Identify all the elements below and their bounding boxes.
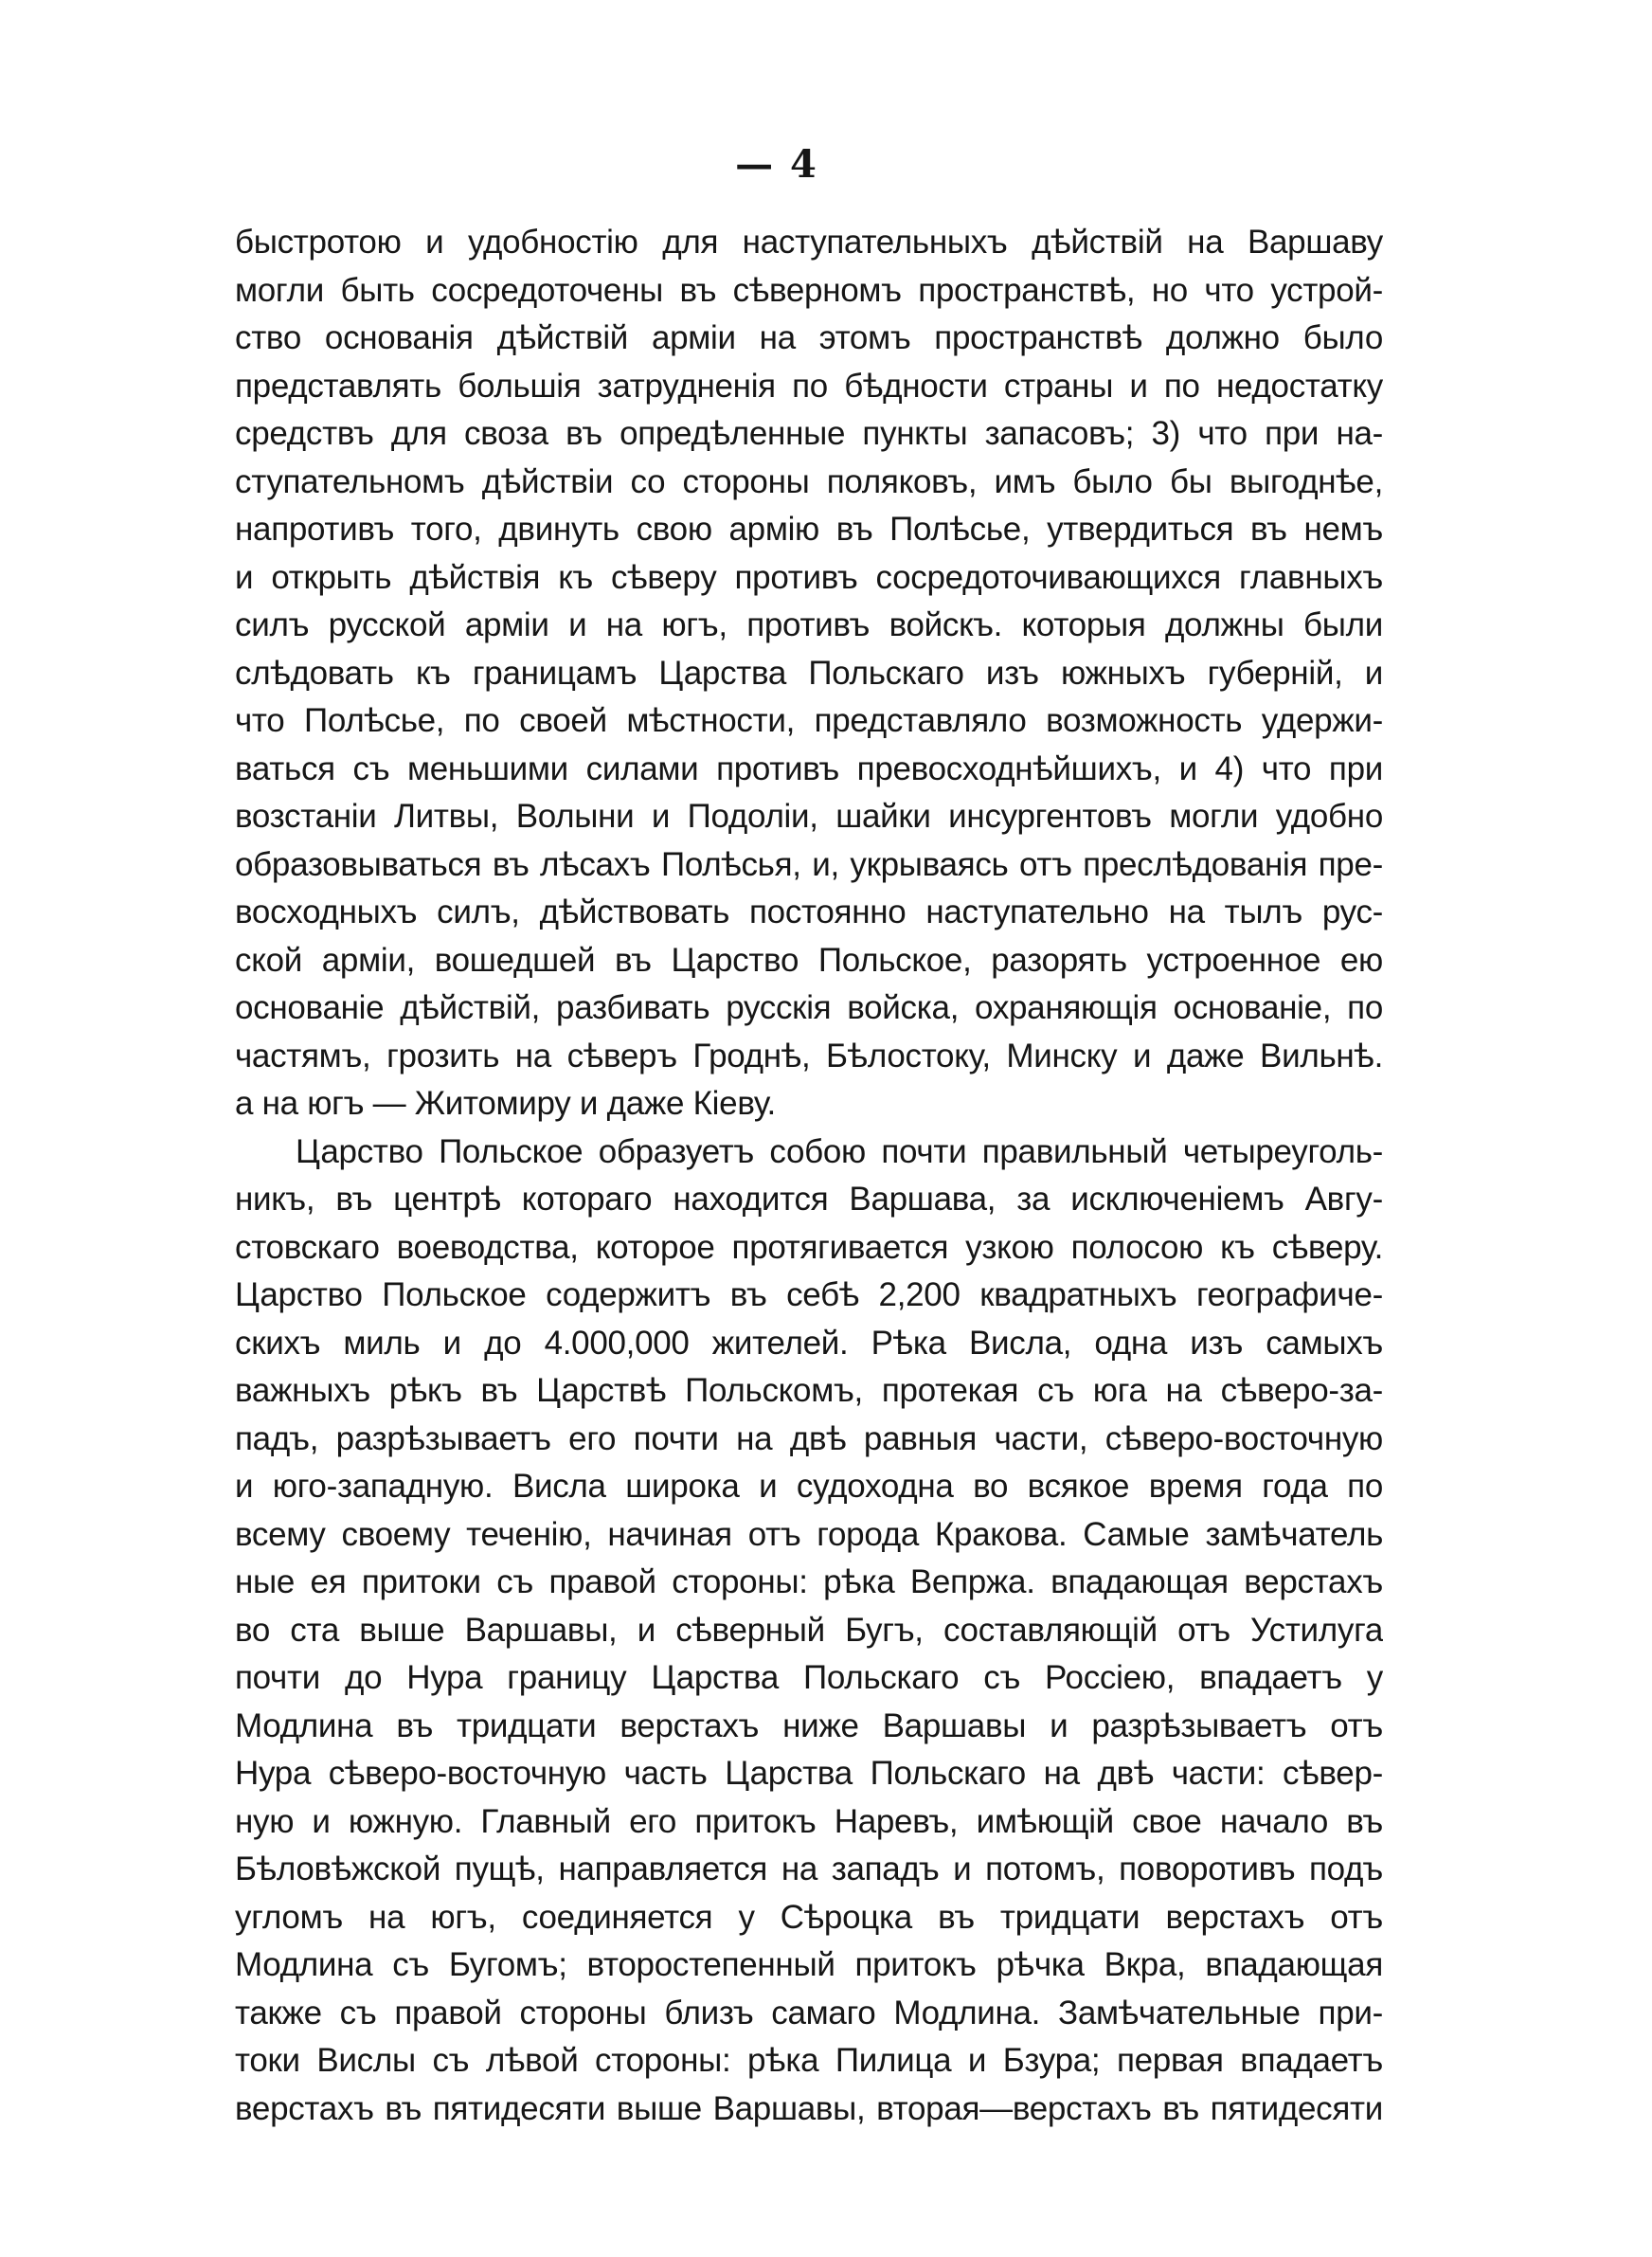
text-line: частямъ, грозить на сѣверъ Гроднѣ, Бѣлостоку, Минску и даже Вильнѣ. xyxy=(235,1037,1383,1074)
text-line: быстротою и удобностію для наступательныхъ дѣйствій на Варшаву xyxy=(235,224,1383,261)
text-line: ные ея притоки съ правой стороны: рѣка Вепржа. впадающая верстахъ xyxy=(235,1563,1383,1600)
text-line: почти до Нура границу Царства Польскаго съ Россіею, впадаетъ у xyxy=(235,1659,1383,1696)
body-text xyxy=(235,219,1383,2133)
text-line: ство основанія дѣйствій арміи на этомъ пространствѣ должно было xyxy=(235,319,1383,356)
text-line: угломъ на югъ, соединяется у Сѣроцка въ тридцати верстахъ отъ xyxy=(235,1898,1383,1936)
text-line: ную и южную. Главный его притокъ Наревъ, имѣющій свое начало въ xyxy=(235,1802,1383,1840)
text-line: представлять большія затрудненія по бѣдности страны и по недостатку xyxy=(235,367,1383,405)
paragraph-end-line: а на югъ — Житомиру и даже Кіеву. xyxy=(235,1085,776,1122)
text-line: возстаніи Литвы, Волыни и Подоліи, шайки инсургентовъ могли удобно xyxy=(235,798,1383,835)
text-line: основаніе дѣйствій, разбивать русскія войска, охраняющія основаніе, по xyxy=(235,989,1383,1026)
page-number: — 4 xyxy=(735,142,818,187)
text-line: Нура сѣверо-восточную часть Царства Польскаго на двѣ части: сѣвер- xyxy=(235,1755,1383,1792)
paragraph-start-line: Царство Польское образуетъ собою почти правильный четыреуголь- xyxy=(296,1132,1383,1170)
text-line: стовскаго воеводства, которое протягивается узкою полосою къ сѣверу. xyxy=(235,1228,1383,1266)
text-line: падъ, разрѣзываетъ его почти на двѣ равныя части, сѣверо-восточную xyxy=(235,1419,1383,1457)
text-line: средствъ для своза въ опредѣленные пункты запасовъ; 3) что при на- xyxy=(235,415,1383,452)
text-line: Бѣловѣжской пущѣ, направляется на западъ и потомъ, поворотивъ подъ xyxy=(235,1851,1383,1887)
text-line: скихъ миль и до 4.000,000 жителей. Рѣка Висла, одна изъ самыхъ xyxy=(235,1324,1383,1362)
text-line: напротивъ того, двинуть свою армію въ Полѣсье, утвердиться въ немъ xyxy=(235,511,1383,548)
text-line: Модлина въ тридцати верстахъ ниже Варшавы и разрѣзываетъ отъ xyxy=(235,1706,1383,1744)
text-line: слѣдовать къ границамъ Царства Польскаго изъ южныхъ губерній, и xyxy=(235,654,1383,692)
text-line: ваться съ меньшими силами противъ превосходнѣйшихъ, и 4) что при xyxy=(235,749,1383,787)
text-line: ступательномъ дѣйствіи со стороны поляковъ, имъ было бы выгоднѣе, xyxy=(235,462,1383,500)
text-line: важныхъ рѣкъ въ Царствѣ Польскомъ, протекая съ юга на сѣверо-за- xyxy=(235,1372,1383,1409)
text-line: и юго-западную. Висла широка и судоходна во всякое время года по xyxy=(235,1468,1383,1505)
text-line: Модлина съ Бугомъ; второстепенный притокъ рѣчка Вкра, впадающая xyxy=(235,1946,1383,1983)
text-line: и открыть дѣйствія къ сѣверу противъ сосредоточивающихся главныхъ xyxy=(235,558,1383,596)
text-line: никъ, въ центрѣ котораго находится Варшава, за исключеніемъ Авгу- xyxy=(235,1181,1383,1218)
text-line: всему своему теченію, начиная отъ города Кракова. Самые замѣчатель xyxy=(235,1515,1383,1553)
text-line: что Полѣсье, по своей мѣстности, представляло возможность удержи- xyxy=(235,702,1383,739)
text-line: во ста выше Варшавы, и сѣверный Бугъ, составляющій отъ Устилуга xyxy=(235,1611,1383,1649)
text-line: образовываться въ лѣсахъ Полѣсья, и, укрываясь отъ преслѣдованія пре- xyxy=(235,845,1383,883)
text-line: верстахъ въ пятидесяти выше Варшавы, вторая—верстахъ въ пятидесяти xyxy=(235,2089,1383,2127)
text-line: Царство Польское содержитъ въ себѣ 2,200 квадратныхъ географиче- xyxy=(235,1276,1383,1313)
text-line: восходныхъ силъ, дѣйствовать постоянно наступательно на тылъ рус- xyxy=(235,894,1383,930)
text-line: также съ правой стороны близъ самаго Модлина. Замѣчательные при- xyxy=(235,1994,1383,2031)
text-line: силъ русской арміи и на югъ, противъ войскъ. которыя должны были xyxy=(235,606,1383,643)
text-line: могли быть сосредоточены въ сѣверномъ пространствѣ, но что устрой- xyxy=(235,271,1383,309)
text-line: ской арміи, вошедшей въ Царство Польское, разорять устроенное ею xyxy=(235,941,1383,979)
text-line: токи Вислы съ лѣвой стороны: рѣка Пилица и Бзура; первая впадаетъ xyxy=(235,2042,1383,2079)
